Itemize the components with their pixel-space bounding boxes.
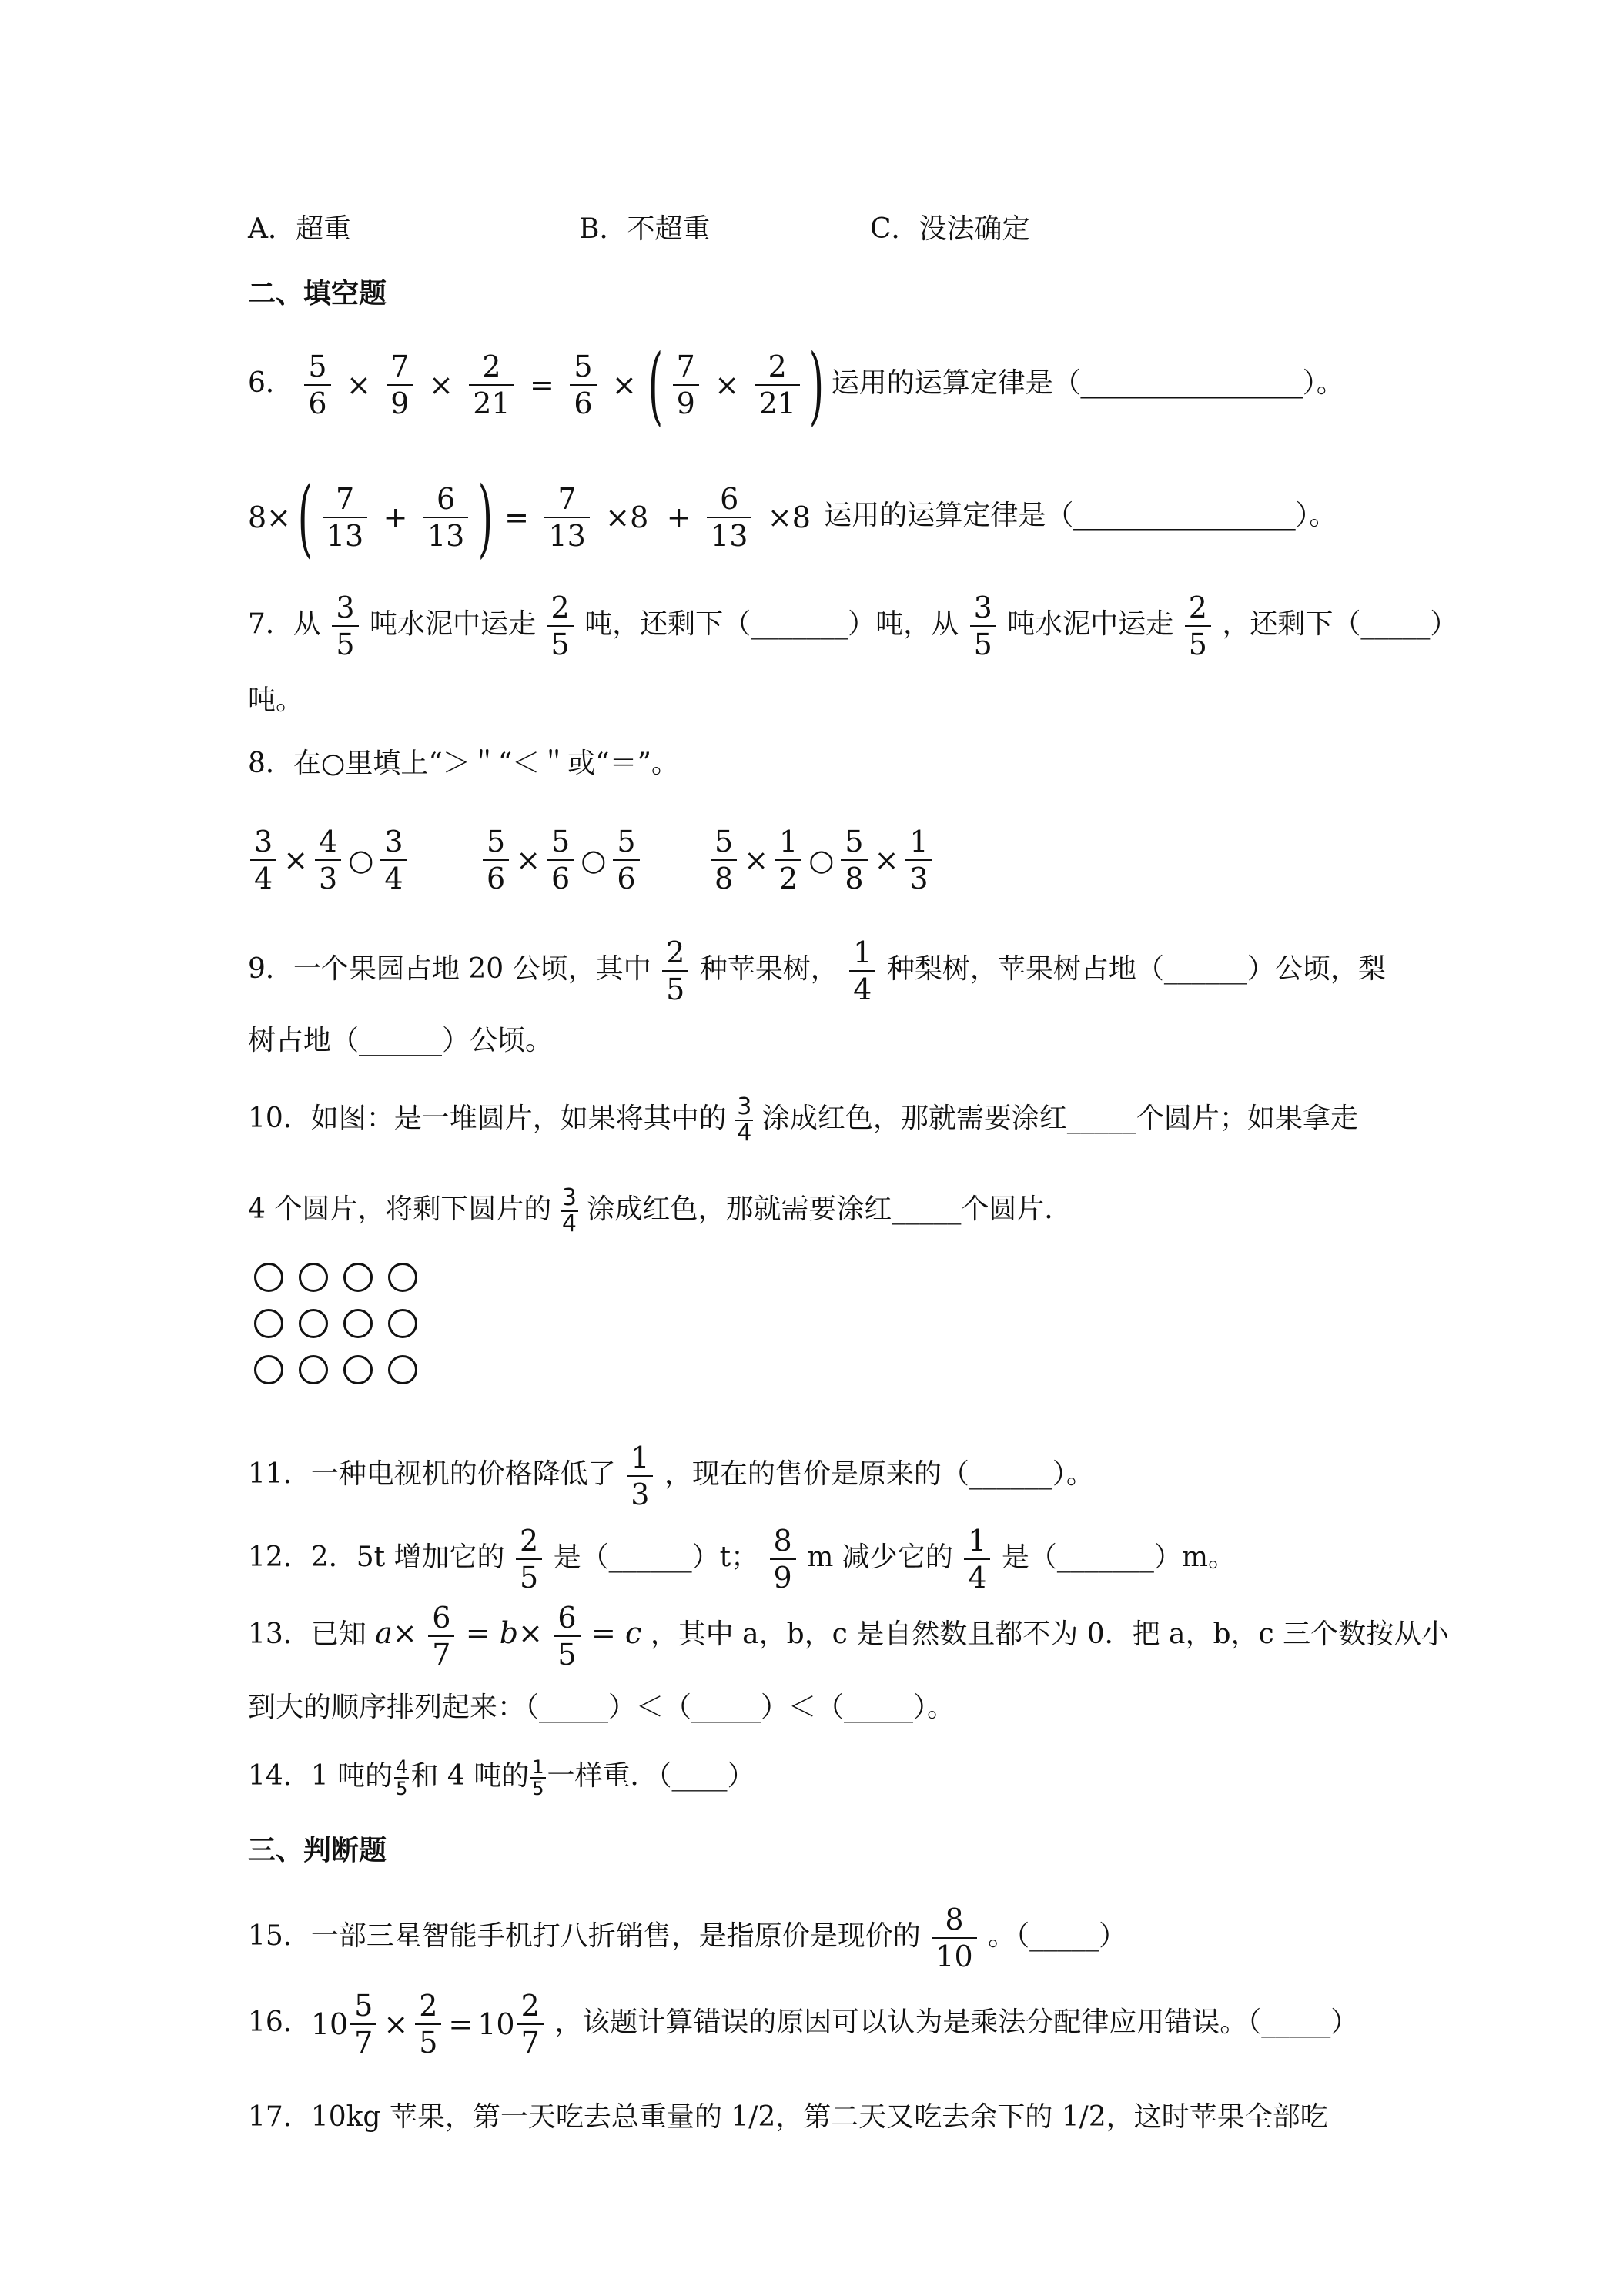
fraction: $\frac{1}{4}$: [849, 935, 875, 1007]
circle-piece: [388, 1263, 417, 1292]
fraction: $\frac{6}{13}$: [707, 481, 751, 554]
fraction: $\frac{8}{9}$: [770, 1523, 796, 1595]
q7-line2: 吨。: [248, 684, 304, 716]
compare-circle[interactable]: ○: [581, 843, 607, 877]
circle-piece: [299, 1355, 328, 1384]
option-b: B．不超重: [579, 213, 711, 245]
fraction: $\frac{5}{7}$: [350, 1988, 376, 2060]
fraction: $\frac{2}{5}$: [516, 1523, 542, 1595]
fraction: $\frac{3}{5}$: [332, 590, 358, 662]
circle-piece: [254, 1263, 283, 1292]
q6-line2: 8× ( $\frac{7}{13}$ + $\frac{6}{13}$ ) = $\frac{7}{13}$ ×8 + $\frac{6}{13}$ ×8 运用的运算定律是（________________）。: [248, 468, 1337, 567]
q8-text: 8．在○里填上“＞＂“＜＂或“＝”。: [248, 748, 679, 779]
circle-piece: [343, 1263, 373, 1292]
q17-line: 17．10kg 苹果，第一天吃去总重量的 1/2，第二天又吃去余下的 1/2，这时苹果全部吃: [248, 2101, 1328, 2133]
fraction: $\frac{1}{4}$: [964, 1523, 990, 1595]
circle-piece: [299, 1263, 328, 1292]
fraction: $\frac{2}{21}$: [755, 349, 800, 421]
fraction: $\frac{2}{21}$: [469, 349, 514, 421]
fraction: $\frac{2}{5}$: [415, 1988, 441, 2060]
fraction: $\frac{1}{5}$: [532, 1756, 544, 1799]
q10-line2: 4 个圆片，将剩下圆片的 $\frac{3}{4}$ 涂成红色，那就需要涂红_____个圆片．: [248, 1184, 1073, 1237]
q6-line1: 6． $\frac{5}{6}$ × $\frac{7}{9}$ × $\frac{2}{21}$ = $\frac{5}{6}$ × ( $\frac{7}{9}$ × $\frac{2}{21}$ ) 运用的运算定律是（________________）。: [248, 336, 1344, 434]
q7-line1: 7．从 $\frac{3}{5}$ 吨水泥中运走 $\frac{2}{5}$ 吨，还剩下（_______）吨，从 $\frac{3}{5}$ 吨水泥中运走 $\frac{2}{5}$ ，还剩下（_____）: [248, 591, 1458, 661]
circle-piece: [254, 1309, 283, 1338]
fraction: $\frac{2}{7}$: [517, 1988, 544, 2060]
fraction: $\frac{1}{3}$: [627, 1440, 653, 1512]
fraction: $\frac{4}{5}$: [396, 1756, 408, 1799]
fraction: $\frac{6}{7}$: [428, 1600, 454, 1672]
compare-circle[interactable]: ○: [808, 843, 835, 877]
circle-piece: [254, 1355, 283, 1384]
q12-line: 12．2．5t 增加它的 $\frac{2}{5}$ 是（______）t； $\frac{8}{9}$ m 减少它的 $\frac{1}{4}$ 是（_______）m。: [248, 1524, 1236, 1595]
q9-line1: 9．一个果园占地 20 公顷，其中 $\frac{2}{5}$ 种苹果树， $\frac{1}{4}$ 种梨树，苹果树占地（______）公顷，梨: [248, 935, 1386, 1006]
section-judge-title: 三、判断题: [248, 1835, 387, 1866]
q8-expr3: $\frac{5}{8}$ × $\frac{1}{2}$ ○ $\frac{5}{8}$ × $\frac{1}{3}$: [708, 824, 935, 896]
fraction: $\frac{5}{6}$: [570, 349, 596, 421]
circle-piece: [388, 1355, 417, 1384]
section-fill-in-title: 二、填空题: [248, 278, 387, 310]
fraction: $\frac{7}{13}$: [323, 481, 367, 554]
fraction: $\frac{6}{13}$: [423, 481, 468, 554]
fraction: $\frac{3}{4}$: [737, 1093, 752, 1146]
option-c: C．没法确定: [870, 213, 1030, 245]
circle-piece: [343, 1355, 373, 1384]
q10-line1: 10．如图：是一堆圆片，如果将其中的 $\frac{3}{4}$ 涂成红色，那就需要涂红_____个圆片；如果拿走: [248, 1093, 1358, 1146]
circle-piece: [388, 1309, 417, 1338]
q14-line: 14．1 吨的 $\frac{4}{5}$ 和 4 吨的 $\frac{1}{5}$ 一样重．（____）: [248, 1756, 755, 1799]
q15-line: 15．一部三星智能手机打八折销售，是指原价是现价的 $\frac{8}{10}$ 。（_____）: [248, 1903, 1127, 1973]
fraction: $\frac{7}{9}$: [673, 349, 699, 421]
circle-piece: [299, 1309, 328, 1338]
fraction: $\frac{2}{5}$: [1185, 590, 1211, 662]
fraction: $\frac{3}{4}$: [561, 1184, 577, 1237]
q5-options: [248, 213, 1030, 246]
fraction: $\frac{2}{5}$: [547, 590, 573, 662]
fraction: $\frac{5}{6}$: [304, 349, 330, 421]
q13-line1: 13．已知 a× $\frac{6}{7}$ = b× $\frac{6}{5}$ = c ，其中 a，b，c 是自然数且都不为 0．把 a，b，c 三个数按从小: [248, 1601, 1450, 1672]
compare-circle[interactable]: ○: [348, 843, 374, 877]
q8-expr1: $\frac{3}{4}$ × $\frac{4}{3}$ ○ $\frac{3}{4}$: [248, 842, 410, 874]
fraction: $\frac{3}{5}$: [970, 590, 996, 662]
fraction: $\frac{6}{5}$: [554, 1600, 580, 1672]
fraction: $\frac{7}{13}$: [544, 481, 589, 554]
fraction: $\frac{2}{5}$: [662, 935, 688, 1007]
q8-expr2: $\frac{5}{6}$ × $\frac{5}{6}$ ○ $\frac{5}{6}$: [480, 824, 642, 896]
q16-line: 16．10 $\frac{5}{7}$ × $\frac{2}{5}$ = 10 $\frac{2}{7}$ ，该题计算错误的原因可以认为是乘法分配律应用错误。（_____）: [248, 1989, 1359, 2060]
q8-exprs: [248, 824, 929, 896]
q9-line2: 树占地（______）公顷。: [248, 1025, 554, 1056]
option-a: A．超重: [248, 213, 351, 245]
circle-piece: [343, 1309, 373, 1338]
fraction: $\frac{7}{9}$: [387, 349, 413, 421]
q13-line2: 到大的顺序排列起来：（_____）＜（_____）＜（_____）。: [248, 1692, 955, 1723]
q11-line: 11．一种电视机的价格降低了 $\frac{1}{3}$ ，现在的售价是原来的（______）。: [248, 1441, 1094, 1511]
fraction: $\frac{8}{10}$: [932, 1902, 976, 1974]
